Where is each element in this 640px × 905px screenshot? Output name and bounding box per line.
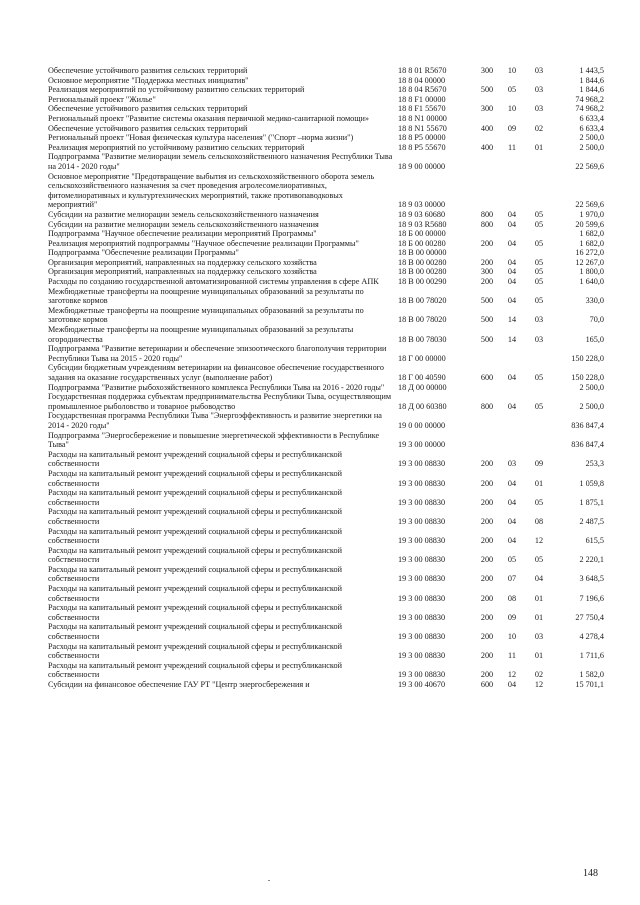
row-rz: 09: [507, 123, 517, 133]
row-pr: 05: [534, 257, 544, 267]
row-name: Подпрограмма "Энергосбережение и повышение энергетической эффективности в Республике Тыва": [48, 430, 380, 450]
row-sum: 330,0: [585, 296, 604, 306]
row-name: Расходы на капитальный ремонт учреждений социальной сферы и республиканской собственности: [48, 584, 342, 603]
row-code: 18 8 P5 55670: [398, 142, 446, 152]
table-row: [48, 325, 604, 344]
row-sum: 1 970,0: [579, 209, 604, 219]
row-name: Региональный проект "Развитие системы оказания первичной медико-санитарной помощи»: [48, 113, 370, 123]
row-rz: 04: [507, 680, 517, 689]
table-row: [48, 104, 604, 114]
row-vr: 200: [480, 651, 494, 661]
row-code: 18 Д 00 00000: [398, 382, 447, 392]
table-row: [48, 383, 604, 393]
row-sum: 2 500,0: [579, 401, 604, 411]
row-vr: 200: [480, 238, 494, 248]
row-rz: 05: [507, 555, 517, 565]
row-code: 18 В 00 00280: [398, 267, 447, 277]
row-vr: 200: [480, 478, 494, 488]
row-code: 18 Г 00 40590: [398, 373, 446, 382]
row-vr: 500: [480, 85, 494, 95]
row-name: Межбюджетные трансферты на поощрение муниципальных образований за результаты по заготовке кормов: [48, 286, 364, 306]
row-sum: 165,0: [585, 334, 604, 344]
row-pr: 03: [534, 104, 544, 114]
row-name: Государственная программа Республики Тыва "Энергоэффективность и развитие энергетики на 2014 - 2020 годы": [48, 411, 382, 430]
row-vr: 200: [480, 574, 494, 584]
row-pr: 05: [534, 373, 544, 382]
row-code: 19 3 00 08830: [398, 574, 446, 584]
row-vr: 300: [480, 267, 494, 277]
row-name: Расходы на капитальный ремонт учреждений социальной сферы и республиканской собственности: [48, 449, 342, 469]
table-row: [48, 363, 604, 382]
row-pr: 12: [534, 536, 544, 546]
row-sum: 1 682,0: [579, 229, 604, 239]
row-code: 18 8 01 R5670: [398, 66, 447, 75]
row-rz: 04: [507, 209, 517, 219]
row-code: 18 8 N1 00000: [398, 113, 447, 123]
table-row: [48, 76, 604, 86]
row-vr: 800: [480, 401, 494, 411]
row-name: Региональный проект "Новая физическая культура населения" ("Спорт –норма жизни"): [48, 133, 354, 143]
row-sum: 74 968,2: [575, 104, 604, 114]
table-row: [48, 469, 604, 488]
row-pr: 05: [534, 209, 544, 219]
row-code: 18 8 F1 00000: [398, 94, 446, 104]
table-row: [48, 220, 604, 230]
row-name: Реализация мероприятий по устойчивому развитию сельских территорий: [48, 85, 305, 95]
row-code: 19 3 00 08830: [398, 632, 446, 642]
table-row: [48, 172, 604, 210]
row-name: Подпрограмма "Развитие ветеринарии и обеспечение эпизоотического благополучия территории Республики Тыва на 2015 - 2020 годы": [48, 344, 387, 363]
table-row: [48, 248, 604, 258]
row-rz: 04: [507, 257, 517, 267]
table-row: [48, 277, 604, 287]
page-number: 148: [583, 868, 598, 879]
row-rz: 10: [507, 66, 517, 75]
table-row: [48, 622, 604, 641]
row-code: 18 Б 00 00280: [398, 238, 446, 248]
row-code: 19 3 00 08830: [398, 536, 446, 546]
row-name: Региональный проект "Жилье": [48, 94, 156, 104]
row-rz: 09: [507, 612, 517, 622]
row-name: Основное мероприятие "Поддержка местных инициатив": [48, 75, 249, 85]
row-rz: 04: [507, 296, 517, 306]
table-row: [48, 85, 604, 95]
row-name: Реализация мероприятий по устойчивому развитию сельских территорий: [48, 142, 305, 152]
row-code: 18 Б 00 00000: [398, 229, 446, 239]
row-name: Организация мероприятий, направленных на поддержку сельского хозяйства: [48, 267, 317, 277]
row-name: Обеспечение устойчивого развития сельских территорий: [48, 123, 248, 133]
table-row: [48, 680, 604, 690]
table-row: [48, 152, 604, 171]
row-vr: 500: [480, 296, 494, 306]
row-sum: 615,5: [585, 536, 604, 546]
row-code: 18 9 03 00000: [398, 200, 446, 210]
row-name: Межбюджетные трансферты на поощрение муниципальных образований за результаты по заготовке кормов: [48, 305, 364, 325]
row-code: 18 В 00 78020: [398, 296, 447, 306]
row-rz: 07: [507, 574, 517, 584]
row-sum: 20 599,6: [575, 219, 604, 229]
row-pr: 01: [534, 612, 544, 622]
row-sum: 1 844,6: [579, 75, 604, 85]
row-rz: 12: [507, 670, 517, 680]
row-name: Государственная поддержка субъектам предпринимательства Республики Тыва, осуществляющим промышленное рыболовство и товарное рыбоводство: [48, 392, 392, 411]
row-rz: 04: [507, 238, 517, 248]
table-row: [48, 239, 604, 249]
row-code: 19 3 00 08830: [398, 651, 446, 661]
table-row: [48, 565, 604, 584]
row-name: Расходы на капитальный ремонт учреждений социальной сферы и республиканской собственности: [48, 660, 342, 680]
row-pr: 05: [534, 401, 544, 411]
row-pr: 05: [534, 267, 544, 277]
row-sum: 150 228,0: [571, 353, 604, 363]
row-sum: 2 500,0: [579, 133, 604, 143]
row-name: Подпрограмма "Научное обеспечение реализации мероприятий Программы": [48, 229, 317, 239]
table-row: [48, 507, 604, 526]
row-name: Межбюджетные трансферты на поощрение муниципальных образований за результаты огородничества: [48, 325, 354, 344]
row-pr: 05: [534, 296, 544, 306]
row-name: Расходы на капитальный ремонт учреждений социальной сферы и республиканской собственности: [48, 641, 342, 661]
row-pr: 04: [534, 574, 544, 584]
row-sum: 1 875,1: [579, 497, 604, 507]
row-sum: 2 500,0: [579, 382, 604, 392]
table-row: [48, 527, 604, 546]
row-code: 18 Г 00 00000: [398, 353, 446, 363]
table-row: [48, 267, 604, 277]
row-pr: 03: [534, 315, 544, 325]
row-name: Подпрограмма "Обеспечение реализации Программы": [48, 248, 239, 258]
row-vr: 800: [480, 209, 494, 219]
row-sum: 27 750,4: [575, 612, 604, 622]
row-name: Субсидии на развитие мелиорации земель сельскохозяйственного назначения: [48, 209, 319, 219]
table-row: [48, 546, 604, 565]
row-name: Расходы на капитальный ремонт учреждений социальной сферы и республиканской собственности: [48, 488, 342, 507]
table-row: [48, 114, 604, 124]
table-row: [48, 143, 604, 153]
row-vr: 200: [480, 593, 494, 603]
row-pr: 01: [534, 593, 544, 603]
row-vr: 500: [480, 334, 494, 344]
row-code: 18 9 00 00000: [398, 161, 446, 171]
row-vr: 800: [480, 219, 494, 229]
row-vr: 500: [480, 315, 494, 325]
row-code: 19 3 00 00000: [398, 440, 446, 450]
row-rz: 04: [507, 277, 517, 287]
row-pr: 01: [534, 651, 544, 661]
row-sum: 7 196,6: [579, 593, 604, 603]
row-rz: 11: [508, 142, 516, 152]
row-vr: 200: [480, 632, 494, 642]
row-sum: 3 648,5: [579, 574, 604, 584]
row-pr: 05: [534, 238, 544, 248]
row-vr: 200: [480, 516, 494, 526]
row-rz: 04: [507, 401, 517, 411]
table-row: [48, 306, 604, 325]
row-code: 18 8 P5 00000: [398, 133, 446, 143]
row-pr: 03: [534, 632, 544, 642]
row-rz: 04: [507, 497, 517, 507]
row-sum: 22 569,6: [575, 161, 604, 171]
row-vr: 200: [480, 277, 494, 287]
row-vr: 400: [480, 142, 494, 152]
table-row: [48, 287, 604, 306]
row-name: Субсидии на развитие мелиорации земель сельскохозяйственного назначения: [48, 219, 319, 229]
table-row: [48, 642, 604, 661]
row-rz: 14: [507, 334, 517, 344]
table-row: [48, 210, 604, 220]
row-rz: 10: [507, 632, 517, 642]
row-code: 19 3 00 08830: [398, 459, 446, 469]
row-vr: 400: [480, 123, 494, 133]
row-pr: 03: [534, 66, 544, 75]
row-pr: 05: [534, 219, 544, 229]
table-row: [48, 411, 604, 430]
row-sum: 2 487,5: [579, 516, 604, 526]
row-vr: 300: [480, 66, 494, 75]
row-pr: 05: [534, 277, 544, 287]
row-code: 19 3 00 08830: [398, 670, 446, 680]
row-code: 18 9 03 60680: [398, 209, 446, 219]
row-rz: 11: [508, 651, 516, 661]
table-row: [48, 344, 604, 363]
row-sum: 1 059,8: [579, 478, 604, 488]
row-rz: 08: [507, 593, 517, 603]
row-pr: 05: [534, 555, 544, 565]
row-pr: 01: [534, 478, 544, 488]
row-name: Расходы на капитальный ремонт учреждений социальной сферы и республиканской собственности: [48, 603, 342, 622]
row-code: 18 8 F1 55670: [398, 104, 446, 114]
row-sum: 74 968,2: [575, 94, 604, 104]
row-vr: 600: [480, 373, 494, 382]
row-name: Расходы на капитальный ремонт учреждений социальной сферы и республиканской собственности: [48, 468, 342, 488]
row-sum: 22 569,6: [575, 200, 604, 210]
row-rz: 05: [507, 85, 517, 95]
table-row: [48, 392, 604, 411]
table-row: [48, 133, 604, 143]
table-row: [48, 431, 604, 450]
row-sum: 1 800,0: [579, 267, 604, 277]
table-row: [48, 661, 604, 680]
row-vr: 200: [480, 670, 494, 680]
row-code: 18 8 N1 55670: [398, 123, 447, 133]
row-pr: 01: [534, 142, 544, 152]
row-rz: 04: [507, 373, 517, 382]
row-code: 18 В 00 00000: [398, 248, 447, 258]
row-name: Подпрограмма "Развитие рыбохозяйственного комплекса Республики Тыва на 2016 - 2020 годы": [48, 382, 385, 392]
row-sum: 1 640,0: [579, 277, 604, 287]
row-vr: 600: [480, 680, 494, 689]
row-code: 19 3 00 08830: [398, 593, 446, 603]
row-name: Обеспечение устойчивого развития сельских территорий: [48, 66, 248, 75]
row-vr: 300: [480, 104, 494, 114]
row-name: Расходы по созданию государственной автоматизированной системы управления в сфере АПК: [48, 277, 379, 287]
row-vr: 200: [480, 497, 494, 507]
table-row: [48, 450, 604, 469]
row-rz: 04: [507, 478, 517, 488]
row-code: 19 0 00 00000: [398, 420, 446, 430]
row-code: 18 Д 00 60380: [398, 401, 447, 411]
row-name: Расходы на капитальный ремонт учреждений социальной сферы и республиканской собственности: [48, 526, 342, 546]
row-vr: 200: [480, 257, 494, 267]
row-rz: 10: [507, 104, 517, 114]
row-name: Расходы на капитальный ремонт учреждений социальной сферы и республиканской собственности: [48, 545, 342, 565]
row-name: Реализация мероприятий подпрограммы "Научное обеспечение реализации Программы": [48, 238, 359, 248]
row-sum: 6 633,4: [579, 113, 604, 123]
row-name: Расходы на капитальный ремонт учреждений социальной сферы и республиканской собственности: [48, 507, 342, 526]
row-sum: 150 228,0: [571, 373, 604, 382]
table-row: [48, 124, 604, 134]
row-code: 18 В 00 00280: [398, 257, 447, 267]
row-name: Организация мероприятий, направленных на поддержку сельского хозяйства: [48, 257, 317, 267]
row-rz: 04: [507, 536, 517, 546]
row-sum: 1 582,0: [579, 670, 604, 680]
table-row: [48, 229, 604, 239]
row-sum: 1 682,0: [579, 238, 604, 248]
row-pr: 03: [534, 85, 544, 95]
row-sum: 253,3: [585, 459, 604, 469]
row-pr: 12: [534, 680, 544, 689]
row-code: 19 3 00 08830: [398, 516, 446, 526]
scan-artifact: [268, 880, 270, 881]
row-vr: 200: [480, 555, 494, 565]
table-row: [48, 603, 604, 622]
row-sum: 6 633,4: [579, 123, 604, 133]
row-code: 18 8 04 R5670: [398, 85, 447, 95]
row-name: Подпрограмма "Развитие мелиорации земель сельскохозяйственного назначения Республики Тыва на 2014 - 2020 годы": [48, 152, 393, 171]
row-pr: 03: [534, 334, 544, 344]
row-code: 18 9 03 R5680: [398, 219, 447, 229]
row-sum: 2 500,0: [579, 142, 604, 152]
row-vr: 200: [480, 536, 494, 546]
budget-table: [48, 66, 604, 690]
row-rz: 04: [507, 267, 517, 277]
row-sum: 836 847,4: [571, 420, 604, 430]
row-sum: 836 847,4: [571, 440, 604, 450]
row-name: Расходы на капитальный ремонт учреждений социальной сферы и республиканской собственности: [48, 564, 342, 584]
row-sum: 16 272,0: [575, 248, 604, 258]
row-sum: 15 701,1: [575, 680, 604, 689]
row-code: 19 3 00 08830: [398, 497, 446, 507]
row-code: 18 В 00 78020: [398, 315, 447, 325]
row-rz: 04: [507, 219, 517, 229]
row-vr: 200: [480, 612, 494, 622]
row-name: Субсидии на финансовое обеспечение ГАУ РТ "Центр энергосбережения и: [48, 680, 310, 689]
row-pr: 09: [534, 459, 544, 469]
row-sum: 70,0: [589, 315, 604, 325]
row-code: 18 В 00 78030: [398, 334, 447, 344]
row-pr: 02: [534, 123, 544, 133]
row-name: Расходы на капитальный ремонт учреждений социальной сферы и республиканской собственности: [48, 622, 342, 642]
table-row: [48, 258, 604, 268]
table-row: [48, 95, 604, 105]
row-sum: 4 278,4: [579, 632, 604, 642]
table-row: [48, 488, 604, 507]
row-sum: 1 711,6: [579, 651, 604, 661]
table-row: [48, 584, 604, 603]
row-sum: 2 220,1: [579, 555, 604, 565]
row-sum: 1 443,5: [579, 66, 604, 75]
row-code: 19 3 00 08830: [398, 478, 446, 488]
row-code: 19 3 00 40670: [398, 680, 446, 689]
row-name: Субсидии бюджетным учреждениям ветеринарии на финансовое обеспечение государственного задания на оказание государственных услуг (выполнение работ): [48, 363, 384, 382]
row-rz: 03: [507, 459, 517, 469]
row-rz: 04: [507, 516, 517, 526]
row-pr: 08: [534, 516, 544, 526]
row-code: 18 8 04 00000: [398, 75, 446, 85]
row-name: Обеспечение устойчивого развития сельских территорий: [48, 104, 248, 114]
row-pr: 05: [534, 497, 544, 507]
row-sum: 12 267,0: [575, 257, 604, 267]
row-rz: 14: [507, 315, 517, 325]
row-vr: 200: [480, 459, 494, 469]
row-pr: 02: [534, 670, 544, 680]
row-sum: 1 844,6: [579, 85, 604, 95]
row-code: 18 В 00 00290: [398, 277, 447, 287]
row-name: Основное мероприятие "Предотвращение выбытия из сельскохозяйственного оборота земель сельскохозяйственного назначения за счет проведения агролесомелиоративных, фитомелиоративных и культуртехнических мероприятий, также противопаводковых мероприятий": [48, 171, 375, 210]
row-code: 19 3 00 08830: [398, 612, 446, 622]
row-code: 19 3 00 08830: [398, 555, 446, 565]
table-row: [48, 66, 604, 76]
